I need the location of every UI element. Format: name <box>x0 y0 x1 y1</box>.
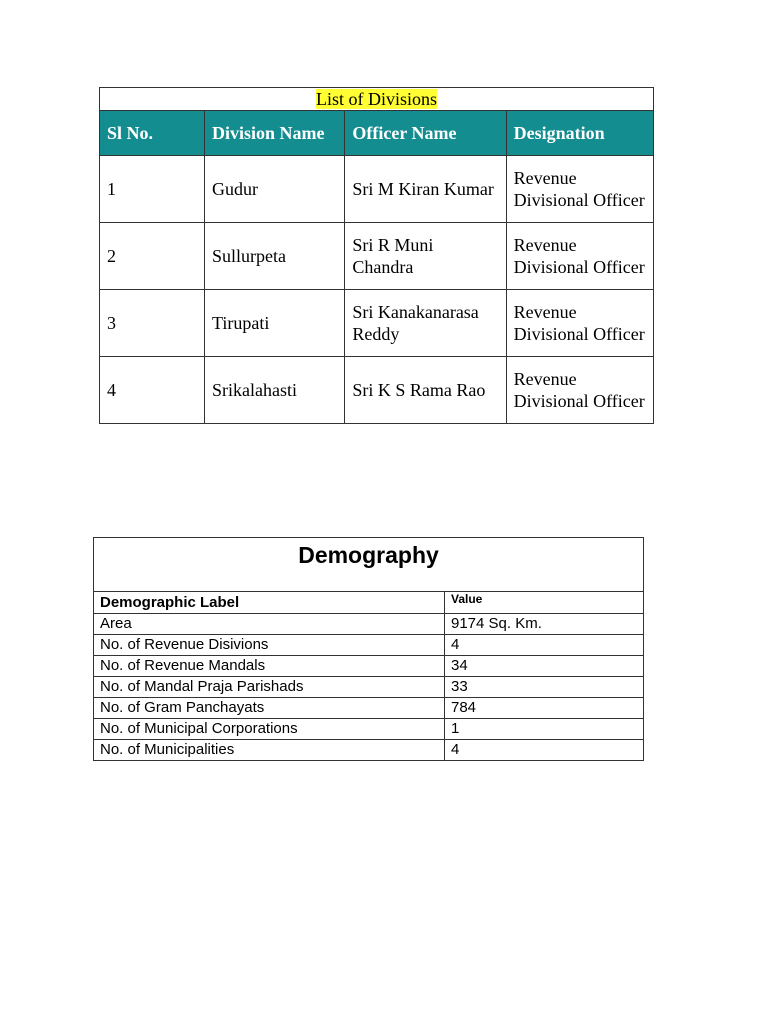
cell-value: 9174 Sq. Km. <box>445 614 644 635</box>
cell-value: 4 <box>445 740 644 761</box>
header-officer-name: Officer Name <box>345 111 506 156</box>
table-row <box>94 614 644 635</box>
cell-label: No. of Gram Panchayats <box>94 698 445 719</box>
cell-value: 4 <box>445 635 644 656</box>
cell-officer-name: Sri Kanakanarasa Reddy <box>345 290 506 357</box>
cell-label: No. of Municipal Corporations <box>94 719 445 740</box>
cell-value: 34 <box>445 656 644 677</box>
header-sl-no: Sl No. <box>100 111 205 156</box>
divisions-caption-row <box>100 88 654 111</box>
table-row <box>100 357 654 424</box>
cell-designation: Revenue Divisional Officer <box>506 357 653 424</box>
cell-division-name: Sullurpeta <box>205 223 345 290</box>
table-row <box>100 223 654 290</box>
table-row <box>94 635 644 656</box>
cell-value: 1 <box>445 719 644 740</box>
cell-division-name: Gudur <box>205 156 345 223</box>
table-row <box>94 698 644 719</box>
table-row <box>94 656 644 677</box>
cell-label: No. of Mandal Praja Parishads <box>94 677 445 698</box>
cell-officer-name: Sri M Kiran Kumar <box>345 156 506 223</box>
cell-label: Area <box>94 614 445 635</box>
divisions-caption-cell <box>100 88 654 111</box>
cell-label: No. of Revenue Disivions <box>94 635 445 656</box>
demography-header-row <box>94 592 644 614</box>
cell-sl-no: 3 <box>100 290 205 357</box>
table-row <box>100 156 654 223</box>
table-row <box>94 740 644 761</box>
cell-designation: Revenue Divisional Officer <box>506 223 653 290</box>
cell-designation: Revenue Divisional Officer <box>506 156 653 223</box>
header-division-name: Division Name <box>205 111 345 156</box>
cell-officer-name: Sri R Muni Chandra <box>345 223 506 290</box>
cell-officer-name: Sri K S Rama Rao <box>345 357 506 424</box>
header-demographic-label: Demographic Label <box>94 592 445 614</box>
demography-table <box>93 537 644 761</box>
divisions-header-row <box>100 111 654 156</box>
cell-label: No. of Revenue Mandals <box>94 656 445 677</box>
cell-division-name: Srikalahasti <box>205 357 345 424</box>
cell-value: 784 <box>445 698 644 719</box>
table-row <box>94 677 644 698</box>
divisions-caption: List of Divisions <box>315 89 437 109</box>
cell-value: 33 <box>445 677 644 698</box>
cell-label: No. of Municipalities <box>94 740 445 761</box>
cell-designation: Revenue Divisional Officer <box>506 290 653 357</box>
cell-sl-no: 1 <box>100 156 205 223</box>
cell-sl-no: 4 <box>100 357 205 424</box>
demography-title-row <box>94 538 644 592</box>
table-row <box>94 719 644 740</box>
header-designation: Designation <box>506 111 653 156</box>
cell-sl-no: 2 <box>100 223 205 290</box>
table-row <box>100 290 654 357</box>
cell-division-name: Tirupati <box>205 290 345 357</box>
header-value: Value <box>445 592 644 614</box>
divisions-table <box>99 87 654 424</box>
demography-title: Demography <box>94 538 644 592</box>
